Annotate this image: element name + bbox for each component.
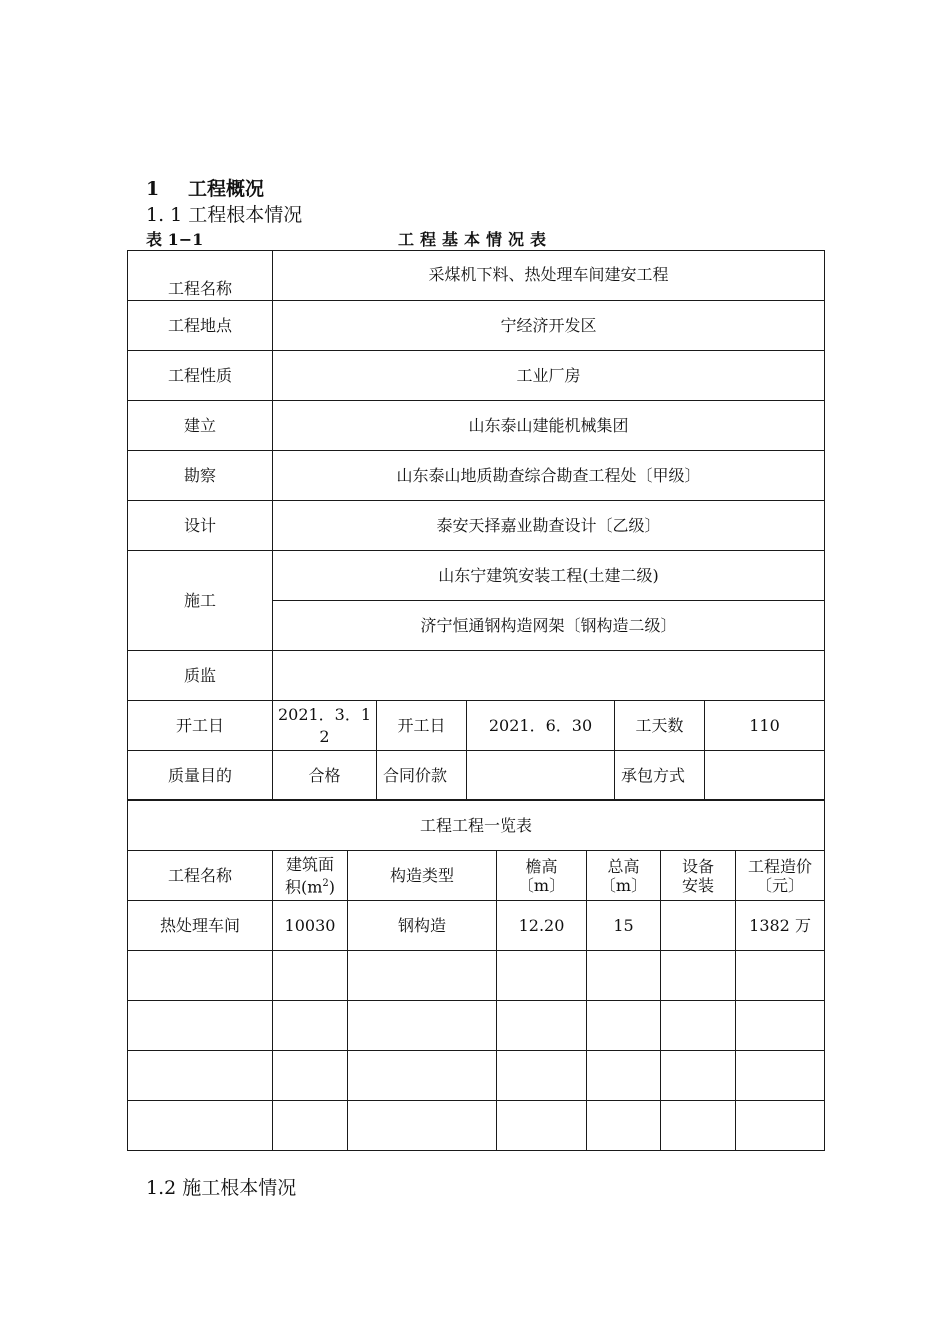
- header-structure-type: 构造类型: [348, 851, 497, 901]
- survey-label: 勘察: [128, 451, 273, 501]
- start-date-label: 开工日: [128, 701, 273, 751]
- chapter-title: 工程概况: [188, 178, 265, 200]
- chapter-heading: [146, 174, 264, 201]
- row-eave-height: 12.20: [497, 901, 587, 951]
- row-total-height: 15: [587, 901, 661, 951]
- project-name-value: 采煤机下料、热处理车间建安工程: [273, 251, 825, 301]
- contract-mode-label: 承包方式: [615, 751, 705, 801]
- empty-table-row: [128, 1101, 825, 1151]
- header-name: 工程名称: [128, 851, 273, 901]
- contract-price-label: 合同价款: [377, 751, 467, 801]
- table-row: [128, 351, 825, 401]
- header-eave-height: 檐高 〔m〕: [497, 851, 587, 901]
- empty-table-row: [128, 1001, 825, 1051]
- row-area: 10030: [273, 901, 348, 951]
- section-heading-1-1: 1. 1 工程根本情况: [146, 204, 303, 226]
- quality-target-label: 质量目的: [128, 751, 273, 801]
- header-area: 建筑面 积$(m^2)$: [273, 851, 348, 901]
- project-nature-label: 工程性质: [128, 351, 273, 401]
- quality-supervision-value: [273, 651, 825, 701]
- start-date-value: 2021．3．12: [273, 701, 377, 751]
- table-row: [128, 901, 825, 951]
- builder-label: 建立: [128, 401, 273, 451]
- construction-value-2: 济宁恒通钢构造网架〔钢构造二级〕: [273, 601, 825, 651]
- table-row: [128, 501, 825, 551]
- contract-mode-value: [705, 751, 825, 801]
- construction-value-1: 山东宁建筑安装工程(土建二级): [273, 551, 825, 601]
- table-label: 表 1−1: [146, 230, 204, 249]
- row-equipment: [661, 901, 736, 951]
- row-cost: 1382 万: [736, 901, 825, 951]
- builder-value: 山东泰山建能机械集团: [273, 401, 825, 451]
- start-date-2-value: 2021．6．30: [467, 701, 615, 751]
- row-name: 热处理车间: [128, 901, 273, 951]
- table-row: [128, 251, 825, 301]
- table-row: [128, 701, 825, 751]
- project-name-label: 工程名称: [128, 251, 273, 301]
- empty-table-row: [128, 951, 825, 1001]
- table-row: [128, 551, 825, 601]
- header-cost: 工程造价 〔元〕: [736, 851, 825, 901]
- table-title: 工程基本情况表: [398, 230, 553, 249]
- project-site-value: 宁经济开发区: [273, 301, 825, 351]
- table-row: [128, 651, 825, 701]
- construction-label: 施工: [128, 551, 273, 651]
- section-heading-1-2: 1.2 施工根本情况: [146, 1177, 297, 1199]
- empty-table-row: [128, 1051, 825, 1101]
- work-days-label: 工天数: [615, 701, 705, 751]
- project-site-label: 工程地点: [128, 301, 273, 351]
- header-total-height: 总高 〔m〕: [587, 851, 661, 901]
- table-row: [128, 751, 825, 801]
- design-value: 泰安天择嘉业勘查设计〔乙级〕: [273, 501, 825, 551]
- work-days-value: 110: [705, 701, 825, 751]
- quality-supervision-label: 质监: [128, 651, 273, 701]
- table-row: [128, 800, 825, 851]
- survey-value: 山东泰山地质勘查综合勘查工程处〔甲级〕: [273, 451, 825, 501]
- table-header-row: [128, 851, 825, 901]
- chapter-number: 1: [146, 178, 160, 200]
- table-row: [128, 401, 825, 451]
- table-row: [128, 451, 825, 501]
- header-equipment: 设备 安装: [661, 851, 736, 901]
- basic-info-table: [127, 250, 825, 801]
- quality-target-value: 合格: [273, 751, 377, 801]
- start-date-2-label: 开工日: [377, 701, 467, 751]
- project-list-title: 工程工程一览表: [128, 800, 825, 851]
- project-list-table: [127, 799, 825, 1151]
- row-structure-type: 钢构造: [348, 901, 497, 951]
- contract-price-value: [467, 751, 615, 801]
- table-row: [128, 301, 825, 351]
- design-label: 设计: [128, 501, 273, 551]
- project-nature-value: 工业厂房: [273, 351, 825, 401]
